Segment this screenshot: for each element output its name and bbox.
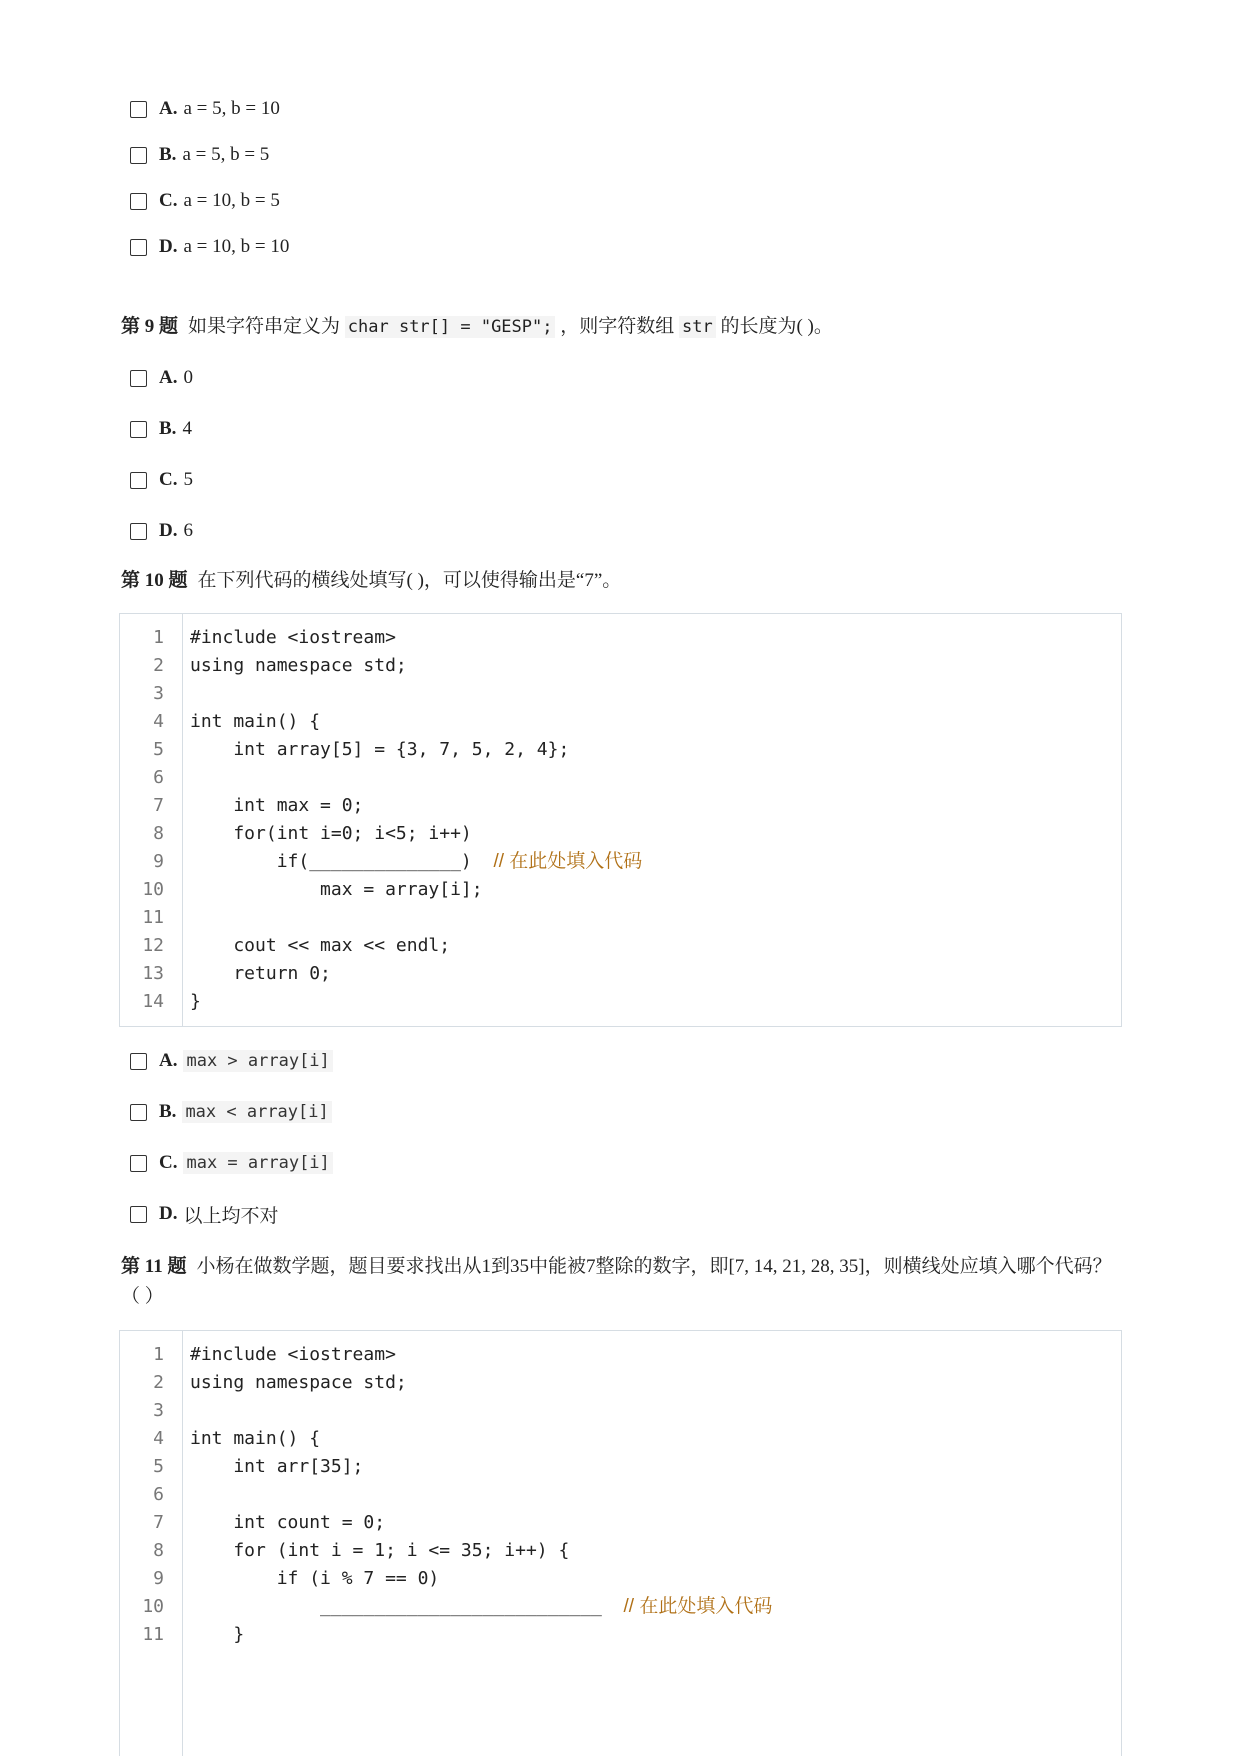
code-line: 4 int main() { <box>153 711 321 732</box>
checkbox[interactable] <box>130 370 147 387</box>
code-line: 8 for(int i=0; i<5; i++) <box>153 823 472 844</box>
code-line: 9 if(______________) // 在此处填入代码 <box>153 851 643 872</box>
code-line: 9 if (i % 7 == 0) <box>153 1568 440 1589</box>
q8-option-d[interactable]: D. a = 10, b = 10 <box>130 232 289 262</box>
code-line: 7 int max = 0; <box>153 795 364 816</box>
question-11-title: 第 11 题 小杨在做数学题，题目要求找出从1到35中能被7整除的数字，即[7, 14, 21, 28, 35]，则横线处应填入哪个代码？ （ ） <box>121 1256 1112 1307</box>
code-line: 2 using namespace std; <box>153 1372 407 1393</box>
code-line: 13 return 0; <box>142 963 331 984</box>
code-line: 12 cout << max << endl; <box>142 935 451 956</box>
q9-option-d[interactable]: D. 6 <box>130 516 193 546</box>
code-line: 10 __________________________ // 在此处填入代码 <box>142 1596 773 1617</box>
checkbox[interactable] <box>130 472 147 489</box>
q10-option-a[interactable]: A. max > array[i] <box>130 1046 333 1076</box>
code-line: 4 int main() { <box>153 1428 321 1449</box>
code-line: 5 int array[5] = {3, 7, 5, 2, 4}; <box>153 739 570 760</box>
q10-option-b[interactable]: B. max < array[i] <box>130 1097 332 1127</box>
q9-option-a[interactable]: A. 0 <box>130 363 193 393</box>
code-line: 7 int count = 0; <box>153 1512 386 1533</box>
checkbox[interactable] <box>130 1206 147 1223</box>
checkbox[interactable] <box>130 523 147 540</box>
code-line: 14 } <box>142 991 201 1012</box>
code-line: 2 using namespace std; <box>153 655 407 676</box>
code-line: 3 <box>153 1400 164 1421</box>
checkbox[interactable] <box>130 101 147 118</box>
checkbox[interactable] <box>130 421 147 438</box>
q8-option-a[interactable]: A. a = 5, b = 10 <box>130 94 280 124</box>
question-10-title: 第 10 题 在下列代码的横线处填写( )，可以使得输出是“7”。 <box>121 570 622 591</box>
q10-option-d[interactable]: D. 以上均不对 <box>130 1199 279 1229</box>
code-line: 11 } <box>142 1624 245 1645</box>
question-9-title: 第 9 题 如果字符串定义为 char str[] = "GESP"; ，则字符数组 str 的长度为( )。 <box>121 316 833 337</box>
code-line: 1 #include <iostream> <box>153 627 396 648</box>
code-line: 3 <box>153 683 164 704</box>
q9-option-b[interactable]: B. 4 <box>130 414 192 444</box>
code-line: 11 <box>142 907 164 928</box>
code-line: 6 <box>153 767 164 788</box>
q10-option-c[interactable]: C. max = array[i] <box>130 1148 333 1178</box>
code-block-q11 <box>119 1330 1122 1756</box>
checkbox[interactable] <box>130 147 147 164</box>
checkbox[interactable] <box>130 239 147 256</box>
q8-option-b[interactable]: B. a = 5, b = 5 <box>130 140 269 170</box>
code-block-q10 <box>119 613 1122 1027</box>
code-line: 10 max = array[i]; <box>142 879 483 900</box>
checkbox[interactable] <box>130 1053 147 1070</box>
checkbox[interactable] <box>130 1104 147 1121</box>
checkbox[interactable] <box>130 1155 147 1172</box>
q8-option-c[interactable]: C. a = 10, b = 5 <box>130 186 280 216</box>
code-line: 8 for (int i = 1; i <= 35; i++) { <box>153 1540 570 1561</box>
code-line: 1 #include <iostream> <box>153 1344 396 1365</box>
code-line: 5 int arr[35]; <box>153 1456 364 1477</box>
code-line: 6 <box>153 1484 164 1505</box>
checkbox[interactable] <box>130 193 147 210</box>
q9-option-c[interactable]: C. 5 <box>130 465 193 495</box>
